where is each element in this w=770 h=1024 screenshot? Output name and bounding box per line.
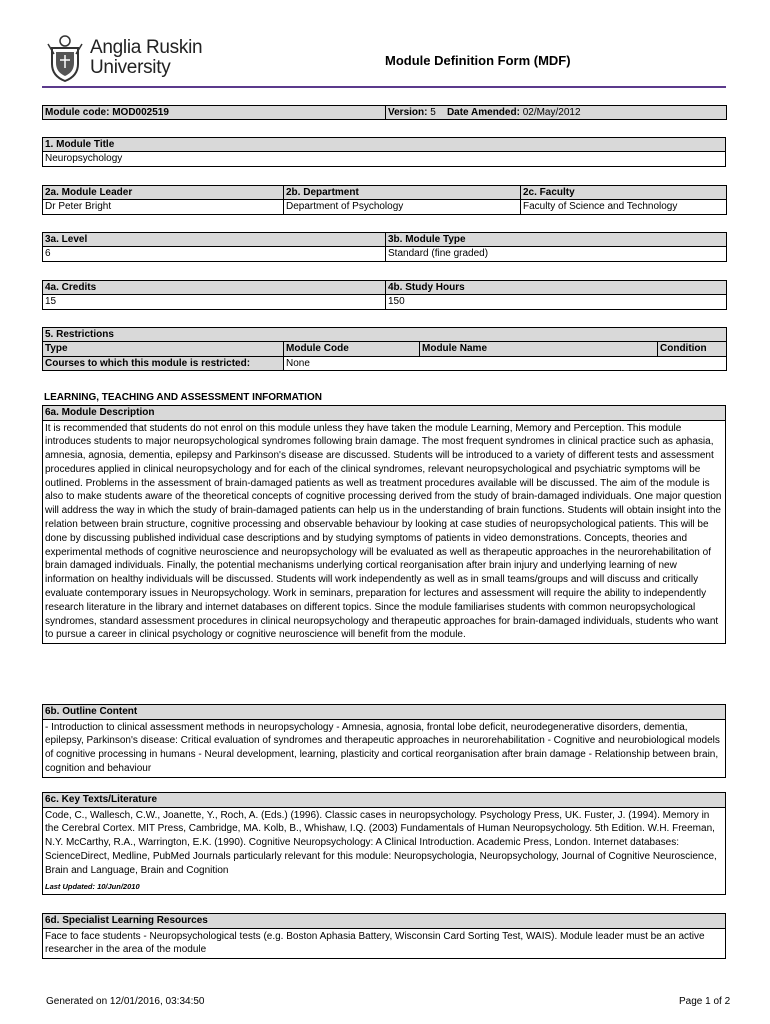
restricted-courses-label: Courses to which this module is restricted: — [43, 356, 284, 370]
module-type-label: 3b. Module Type — [386, 233, 727, 247]
restrictions-label: 5. Restrictions — [43, 328, 727, 342]
page-number: Page 1 of 2 — [679, 996, 731, 1007]
col-condition: Condition — [658, 342, 727, 356]
version-value: 5 — [430, 107, 436, 118]
version-date — [386, 106, 727, 120]
specialist-resources-text: Face to face students - Neuropsychological tests (e.g. Boston Aphasia Battery, Wisconsin Card Sorting Test, WAIS). Module leader must be an active researcher in the area of the module — [42, 929, 726, 960]
level-value: 6 — [43, 247, 386, 261]
faculty-label: 2c. Faculty — [521, 186, 727, 200]
module-leader-label: 2a. Module Leader — [43, 186, 284, 200]
section-module-description — [42, 405, 726, 644]
outline-content-text: - Introduction to clinical assessment methods in neuropsychology - Amnesia, agnosia, frontal lobe deficit, neurodegenerative disorders, dementia, epilepsy, Parkinson's disease: Critical evaluation of syndromes and therapeutic approaches in neurorehabilitation - Cognitive and neurobiological models of cognitive processing in humans - Neural development, learning, plasticity and cortical reorganisation after brain damage - Relationship between brain, cognition and behaviour — [42, 720, 726, 778]
logo-line-2: University — [90, 57, 171, 78]
module-type-value: Standard (fine graded) — [386, 247, 727, 261]
module-code: Module code: MOD002519 — [43, 106, 386, 120]
col-module-name: Module Name — [420, 342, 658, 356]
department-label: 2b. Department — [284, 186, 521, 200]
section-specialist-resources — [42, 913, 726, 959]
col-module-code: Module Code — [284, 342, 420, 356]
module-title-label: 1. Module Title — [43, 138, 726, 152]
header-divider — [42, 86, 726, 88]
module-description-text: It is recommended that students do not enrol on this module unless they have taken the module Learning, Memory and Perception. This module introduces students to major neuropsychological syndromes following brain damage. The most frequent syndromes in clinical practice such as aphasia, amnesia, agnosia, dementia, epilepsy and Parkinson's disease are discussed. Students will be introduced to a variety of different tests and assessment procedures applied in clinical neuropsychology and for each of the clinical syndromes, relevant neuropsychological and psychiatric symptoms will be outlined. Problems in the assessment of brain-damaged patients as well as treatment procedures available will be discussed. The aim of the module is also to make students aware of the theoretical concepts of cognitive processing derived from the study of brain-damaged individuals. One major question will address the way in which the study of brain-damaged patients can help us in the understanding of brain functions. Students will obtain insight into the relation between brain structure, cognitive processing and observable behaviour by looking at case studies of neuropsychological patients. This will be done by discussing published individual case descriptions and by studying symptoms of patients in video demonstrations. Concepts, theories and experimental methods of cognitive neuroscience and neuropsychology will be evaluated as well as therapeutic approaches in the neurorehabilitation of brain damaged individuals. Finally, the potential mechanisms underlying cortical reorganisation after brain injury and underlying learning of new information on healthy individuals will be discussed. Students will work independently as well as in small teams/groups and will discuss and critically evaluate contemporary issues in Neuropsychology. Work in seminars, preparation for lectures and assessment will require the ability to independently research literature in the library and internet databases on different topics. Since the module familiarises students with common neuropsychological syndromes, standard assessment procedures in clinical neuropsychology and therapeutic approaches for brain-damaged individuals, students who want to pursue a career in clinical psychology or cognitive neuroscience will benefit from the module. — [42, 421, 726, 645]
section-credits-hours — [42, 280, 726, 310]
restricted-courses-value: None — [284, 356, 727, 370]
department-value: Department of Psychology — [284, 200, 521, 214]
study-hours-value: 150 — [386, 295, 727, 309]
specialist-resources-label: 6d. Specialist Learning Resources — [42, 913, 726, 929]
study-hours-label: 4b. Study Hours — [386, 281, 727, 295]
date-label: Date Amended: — [446, 107, 520, 118]
key-texts-label: 6c. Key Texts/Literature — [42, 792, 726, 808]
section-key-texts — [42, 792, 726, 895]
university-logo — [46, 34, 206, 84]
level-label: 3a. Level — [43, 233, 386, 247]
logo-line-1: Anglia Ruskin — [90, 37, 203, 58]
crest-icon — [46, 34, 84, 82]
module-title-value: Neuropsychology — [43, 152, 726, 166]
section-outline-content — [42, 704, 726, 778]
module-leader-value: Dr Peter Bright — [43, 200, 284, 214]
key-texts-body — [42, 808, 726, 896]
key-texts-text: Code, C., Wallesch, C.W., Joanette, Y., Roch, A. (Eds.) (1996). Classic cases in neuropsychology. Psychology Press, UK. Fuster, J. (1994). Memory in the Cerebral Cortex. MIT Press, Cambridge, MA. Kolb, B., Whishaw, I.Q. (2003) Fundamentals of Human Neuropsychology. 5th Edition. W.H. Freeman, N.Y. McCarthy, R.A., Warrington, E.K. (1990). Cognitive Neuropsychology: A Clinical Introduction. Academic Press, London. Internet databases: ScienceDirect, Medline, PubMed Journals particularly relevant for this module: Neuropsychologia, Neuropsychology, Journal of Cognitive Neuroscience, Brain and Language, Brain and Cognition — [45, 809, 717, 876]
lta-heading: LEARNING, TEACHING AND ASSESSMENT INFORMATION — [44, 392, 322, 403]
module-description-label: 6a. Module Description — [42, 405, 726, 421]
credits-label: 4a. Credits — [43, 281, 386, 295]
section-restrictions — [42, 327, 726, 371]
credits-value: 15 — [43, 295, 386, 309]
page-header — [0, 0, 770, 95]
outline-content-label: 6b. Outline Content — [42, 704, 726, 720]
generated-timestamp: Generated on 12/01/2016, 03:34:50 — [46, 996, 205, 1007]
university-name — [90, 38, 202, 78]
col-type: Type — [43, 342, 284, 356]
version-label: Version: — [388, 107, 428, 118]
module-meta — [42, 105, 726, 120]
faculty-value: Faculty of Science and Technology — [521, 200, 727, 214]
section-level-type — [42, 232, 726, 262]
document-title: Module Definition Form (MDF) — [385, 53, 571, 68]
date-value: 02/May/2012 — [522, 107, 581, 118]
last-updated: Last Updated: 10/Jun/2010 — [45, 882, 140, 892]
section-leader-dept-faculty — [42, 185, 726, 215]
section-module-title — [42, 137, 726, 167]
